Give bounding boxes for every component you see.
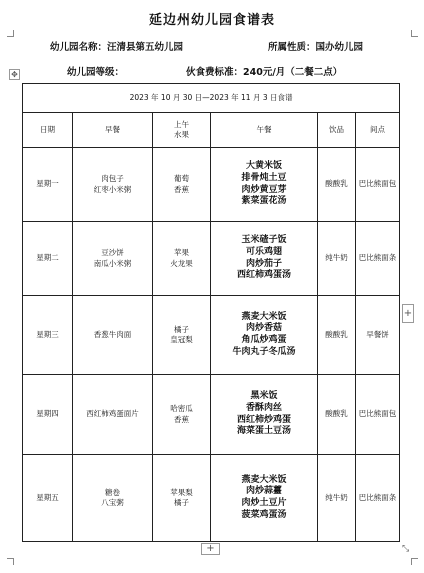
fruit-item: 橘子 xyxy=(174,324,189,334)
lunch-item: 肉炒黄豆芽 xyxy=(241,184,287,195)
lunch-cell[interactable] xyxy=(211,148,318,222)
lunch-item: 牛肉丸子冬瓜汤 xyxy=(232,346,296,357)
lunch-item: 肉炒香菇 xyxy=(245,323,282,334)
lunch-cell[interactable] xyxy=(211,296,318,375)
fruit-cell[interactable] xyxy=(153,222,211,296)
header-lunch[interactable]: 午餐 xyxy=(211,113,318,148)
fruit-item: 苹果梨 xyxy=(170,487,193,497)
lunch-item: 西红柿炒鸡蛋 xyxy=(236,414,291,425)
header-day[interactable]: 日期 xyxy=(23,113,73,148)
table-resize-handle-icon[interactable]: ⤡ xyxy=(402,544,410,554)
fruit-item: 香蕉 xyxy=(174,184,189,194)
fruit-item: 火龙果 xyxy=(170,258,193,268)
table-row xyxy=(23,222,400,296)
drink-cell[interactable]: 酸酸乳 xyxy=(318,296,356,375)
lunch-item: 菠菜鸡蛋汤 xyxy=(241,509,287,520)
document-title: 延边州幼儿园食谱表 xyxy=(148,13,275,28)
header-morning-fruit-line2: 水果 xyxy=(174,130,189,139)
table-row xyxy=(23,296,400,375)
day-cell[interactable]: 星期五 xyxy=(23,455,73,542)
drink-cell[interactable]: 酸酸乳 xyxy=(318,148,356,222)
snack-cell[interactable]: 巴比熊面包 xyxy=(356,148,400,222)
fruit-cell[interactable] xyxy=(153,375,211,455)
lunch-item: 黑米饭 xyxy=(250,391,278,402)
lunch-item: 燕麦大米饭 xyxy=(241,311,287,322)
day-cell[interactable]: 星期一 xyxy=(23,148,73,222)
lunch-item: 海菜蛋土豆汤 xyxy=(236,426,291,437)
breakfast-item: 肉包子 xyxy=(101,174,124,184)
lunch-item: 肉炒土豆片 xyxy=(241,498,287,508)
breakfast-item: 西红柿鸡蛋面片 xyxy=(86,409,139,419)
lunch-item: 西红柿鸡蛋汤 xyxy=(236,270,291,281)
fruit-cell[interactable] xyxy=(153,296,211,375)
date-range-cell[interactable]: 2023 年 10 月 30 日—2023 年 11 月 3 日食谱 xyxy=(23,84,400,113)
breakfast-item: 红枣小米粥 xyxy=(93,184,132,194)
lunch-cell[interactable] xyxy=(211,455,318,542)
fruit-cell[interactable] xyxy=(153,455,211,542)
header-breakfast[interactable]: 早餐 xyxy=(73,113,153,148)
page-corner-mark-top-right xyxy=(411,30,418,37)
fruit-item: 葡萄 xyxy=(174,174,189,184)
breakfast-item: 南瓜小米粥 xyxy=(93,258,132,268)
lunch-item: 大黄米饭 xyxy=(245,161,282,172)
kindergarten-affiliation: 所属性质：国办幼儿园 xyxy=(268,42,364,53)
breakfast-item: 八宝粥 xyxy=(101,498,124,507)
table-row xyxy=(23,375,400,455)
page-corner-mark-bottom-right xyxy=(411,558,418,565)
lunch-cell[interactable] xyxy=(211,222,318,296)
day-cell[interactable]: 星期三 xyxy=(23,296,73,375)
menu-table xyxy=(22,83,400,542)
table-move-handle-icon[interactable]: ✥ xyxy=(9,69,20,80)
header-morning-fruit-line1: 上午 xyxy=(174,119,189,129)
fruit-item: 哈密瓜 xyxy=(170,404,193,414)
fruit-item: 香蕉 xyxy=(174,414,189,424)
day-cell[interactable]: 星期四 xyxy=(23,375,73,455)
table-row xyxy=(23,148,400,222)
header-row xyxy=(23,113,400,148)
header-snack[interactable]: 间点 xyxy=(356,113,400,148)
lunch-item: 角瓜炒鸡蛋 xyxy=(241,335,287,345)
header-drink[interactable]: 饮品 xyxy=(318,113,356,148)
snack-cell[interactable]: 巴比熊面条 xyxy=(356,222,400,296)
breakfast-cell[interactable] xyxy=(73,455,153,542)
add-row-icon[interactable]: + xyxy=(201,543,220,555)
fruit-item: 橘子 xyxy=(174,498,189,507)
table-row xyxy=(23,455,400,542)
kindergarten-name: 幼儿园名称：汪清县第五幼儿园 xyxy=(50,42,184,53)
breakfast-cell[interactable] xyxy=(73,296,153,375)
snack-cell[interactable]: 早餐饼 xyxy=(356,296,400,375)
lunch-item: 肉炒茄子 xyxy=(245,258,282,269)
drink-cell[interactable]: 纯牛奶 xyxy=(318,222,356,296)
lunch-cell[interactable] xyxy=(211,375,318,455)
breakfast-item: 豆沙饼 xyxy=(101,248,124,258)
page-corner-mark-bottom-left xyxy=(7,558,14,565)
breakfast-cell[interactable] xyxy=(73,375,153,455)
lunch-item: 燕麦大米饭 xyxy=(241,474,287,485)
meal-fee-standard: 伙食费标准：240元/月（二餐二点） xyxy=(186,67,343,78)
day-cell[interactable]: 星期二 xyxy=(23,222,73,296)
lunch-item: 玉米碴子饭 xyxy=(241,235,287,246)
fruit-item: 皇冠梨 xyxy=(170,335,193,344)
kindergarten-grade: 幼儿园等级： xyxy=(67,67,125,78)
lunch-item: 紫菜蛋花汤 xyxy=(241,196,287,207)
page-corner-mark-top-left xyxy=(7,30,14,37)
lunch-item: 排骨炖土豆 xyxy=(241,172,287,183)
lunch-item: 肉炒蒜薹 xyxy=(245,486,282,497)
snack-cell[interactable]: 巴比熊面条 xyxy=(356,455,400,542)
fruit-item: 苹果 xyxy=(174,248,189,258)
fruit-cell[interactable] xyxy=(153,148,211,222)
breakfast-item: 香葱牛肉面 xyxy=(93,329,132,339)
breakfast-item: 糖卷 xyxy=(105,487,120,497)
header-morning-fruit[interactable] xyxy=(153,113,211,148)
drink-cell[interactable]: 纯牛奶 xyxy=(318,455,356,542)
drink-cell[interactable]: 酸酸乳 xyxy=(318,375,356,455)
lunch-item: 香酥肉丝 xyxy=(245,402,282,413)
breakfast-cell[interactable] xyxy=(73,222,153,296)
breakfast-cell[interactable] xyxy=(73,148,153,222)
snack-cell[interactable]: 巴比熊面包 xyxy=(356,375,400,455)
lunch-item: 可乐鸡翅 xyxy=(245,246,282,257)
add-column-icon[interactable]: + xyxy=(402,304,414,323)
